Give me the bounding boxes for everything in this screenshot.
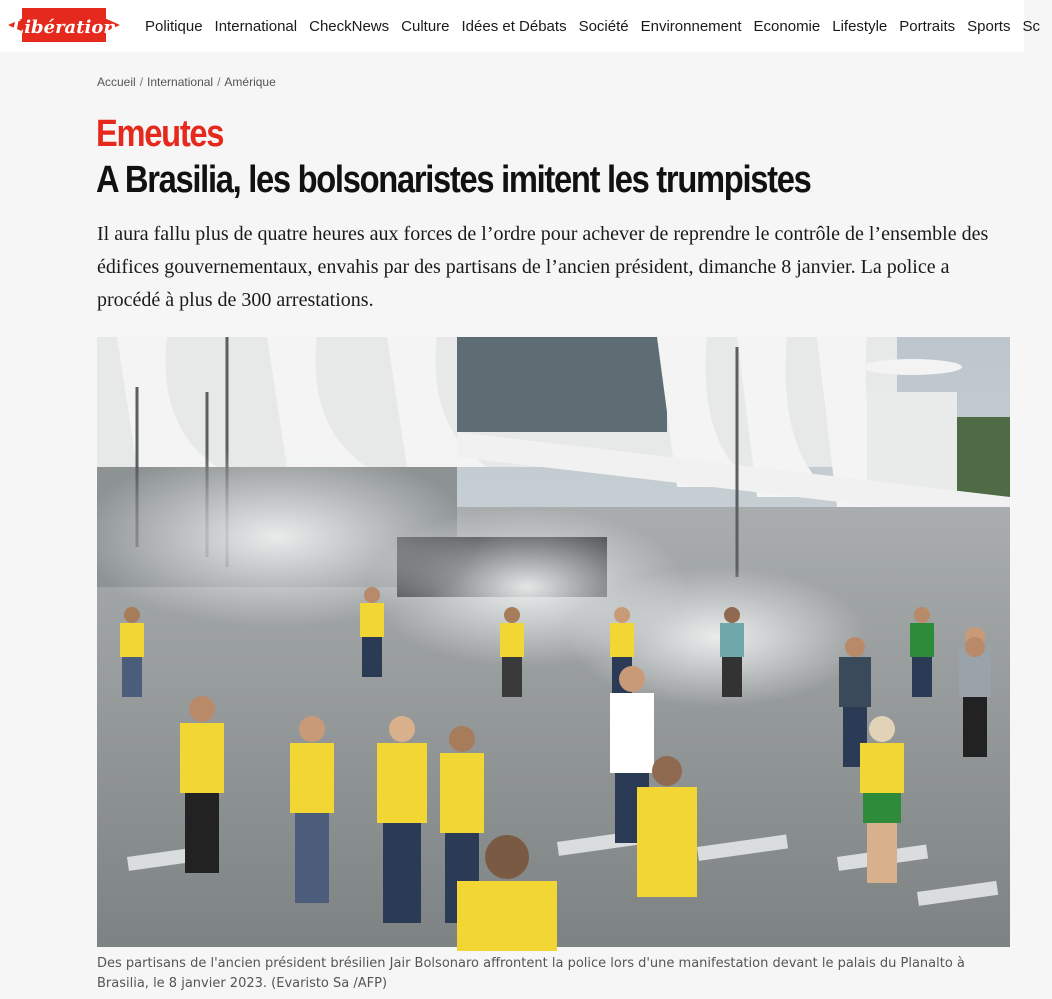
nav-link-economie[interactable]: Economie [753, 17, 821, 35]
breadcrumb [97, 75, 276, 89]
liberation-logo[interactable] [8, 4, 120, 46]
page-title: A Brasilia, les bolsonaristes imitent les trumpistes [96, 159, 811, 201]
nav-link-culture[interactable]: Culture [401, 17, 450, 35]
breadcrumb-item[interactable]: Amérique [224, 75, 276, 89]
article-kicker[interactable]: Emeutes [96, 113, 224, 155]
nav-link-sports[interactable]: Sports [967, 17, 1011, 35]
logo-icon [8, 4, 120, 46]
main-nav [145, 0, 1052, 52]
riot-photo-illustration [97, 337, 1010, 947]
site-header [0, 0, 1040, 52]
logo-wordmark: Libération [11, 17, 117, 38]
breadcrumb-separator: / [139, 75, 144, 89]
photo-caption: Des partisans de l'ancien président brésilien Jair Bolsonaro affrontent la police lors d'une manifestation devant le palais du Planalto à Brasilia, le 8 janvier 2023. (Evaristo Sa /AFP) [97, 956, 965, 991]
breadcrumb-item[interactable]: Accueil [97, 75, 136, 89]
nav-link-sc[interactable]: Sc [1022, 17, 1040, 35]
nav-link-lifestyle[interactable]: Lifestyle [832, 17, 888, 35]
nav-link-id-es-et-d-bats[interactable]: Idées et Débats [461, 17, 567, 35]
breadcrumb-separator: / [217, 75, 221, 89]
nav-link-portraits[interactable]: Portraits [899, 17, 956, 35]
article-photo[interactable] [97, 337, 1010, 947]
nav-link-international[interactable]: International [214, 17, 298, 35]
nav-link-politique[interactable]: Politique [145, 17, 203, 35]
nav-link-checknews[interactable]: CheckNews [309, 17, 390, 35]
breadcrumb-item[interactable]: International [147, 75, 214, 89]
article-lead: Il aura fallu plus de quatre heures aux forces de l’ordre pour achever de reprendre le contrôle de l’ensemble des édifices gouvernementaux, envahis par des partisans de l’ancien président, dimanche 8 janvier. La police a procédé à plus de 300 arrestations. [97, 223, 989, 311]
nav-link-environnement[interactable]: Environnement [640, 17, 742, 35]
nav-link-soci-t[interactable]: Société [578, 17, 629, 35]
